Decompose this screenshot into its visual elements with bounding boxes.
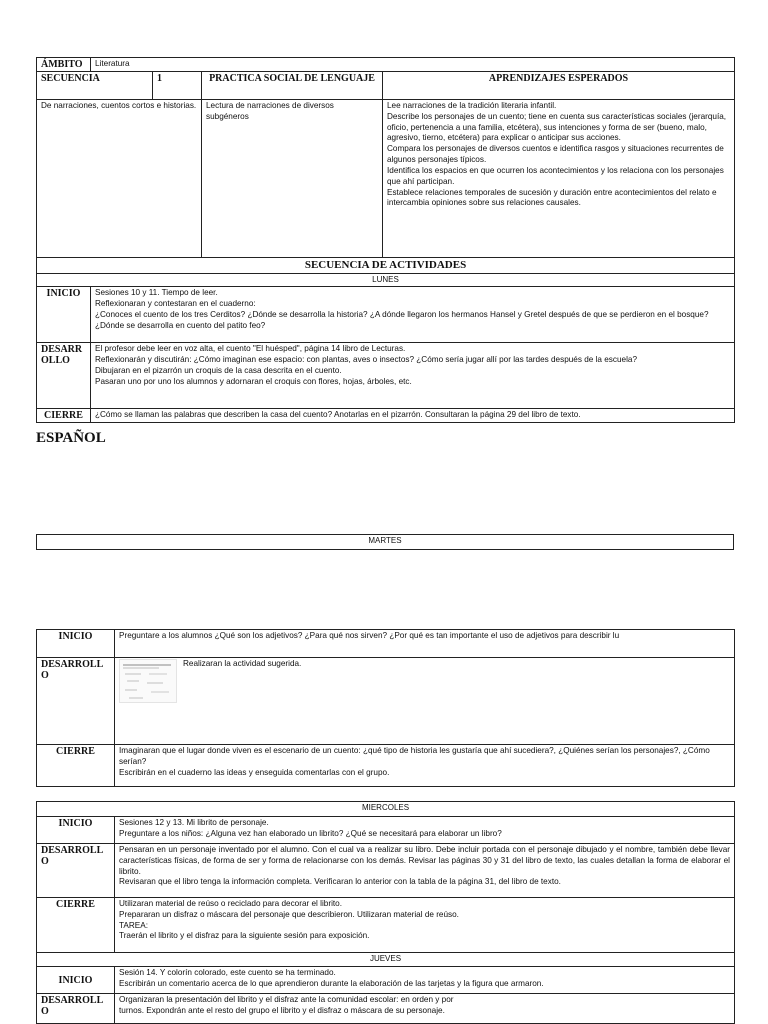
practica-desc: Lectura de narraciones de diversos subgéneros <box>202 100 383 258</box>
desarrollo-label: DESARROLLO <box>37 994 115 1024</box>
day-heading-miercoles: MIERCOLES <box>37 802 735 817</box>
martes-desarrollo-text: Realizaran la actividad sugerida. <box>183 659 302 668</box>
secuencia-actividades-heading: SECUENCIA DE ACTIVIDADES <box>37 258 735 274</box>
text-line: Sesión 14. Y colorín colorado, este cuento se ha terminado. <box>119 968 336 977</box>
martes-desarrollo <box>115 658 735 745</box>
text-line: Pensaran en un personaje inventado por el alumno. Con el cual va a realizar su libro. Debe incluir portada con el personaje dibujado y el nombre, también debe llevar características físicas, de forma de ser y forma de relacionarse con los demás. Revisar las páginas 30 y 31 del libro de texto, las cuales detallan la forma de elaborar el librito. <box>119 845 730 876</box>
planning-table-miercoles-jueves <box>36 801 735 1024</box>
subject-title: ESPAÑOL <box>36 430 106 446</box>
lunes-inicio <box>91 287 735 343</box>
inicio-label: INICIO <box>37 630 115 658</box>
text-line: Reflexionarán y discutirán: ¿Cómo imaginan ese espacio: con plantas, aves o insectos? ¿Cómo sería jugar allí por las tardes después de la escuela? <box>95 354 638 364</box>
text-line: Traerán el librito y el disfraz para la siguiente sesión para exposición. <box>119 931 370 941</box>
day-heading-jueves: JUEVES <box>37 953 735 967</box>
aprendizaje-item: Describe los personajes de un cuento; tiene en cuenta sus características sociales (jerarquía, oficio, pertenencia a una familia, etcétera), sus intenciones y forma de ser (bueno, malo, agresivo, tierno, etcétera) para explicar o anticipar sus acciones. <box>387 111 727 143</box>
text-line: Escribirán en el cuaderno las ideas y enseguida comentarlas con el grupo. <box>119 767 390 777</box>
aprendizaje-item: Compara los personajes de diversos cuentos e identifica rasgos y situaciones recurrentes de algunos personajes típicos. <box>387 144 724 165</box>
worksheet-thumbnail-image <box>119 659 177 703</box>
text-line: Escribirán un comentario acerca de lo que aprendieron durante la elaboración de las tarjetas y la figura que armaron. <box>119 978 544 988</box>
day-heading-martes: MARTES <box>37 535 734 550</box>
text-line: Sesiones 10 y 11. Tiempo de leer. <box>95 288 218 298</box>
secuencia-desc: De narraciones, cuentos cortos e historias. <box>37 100 202 258</box>
aprendizajes-list <box>383 100 735 258</box>
aprendizaje-item: Establece relaciones temporales de sucesión y duración entre acontecimientos del relato e intercambia opiniones sobre sus relaciones causales. <box>387 187 717 208</box>
text-line: ¿Conoces el cuento de los tres Cerditos? ¿Dónde se desarrolla la historia? ¿A dónde llegaron los hermanos Hansel y Gretel después de que se perdieron en el bosque? ¿Dónde se desarrolla en cuento del patito feo? <box>95 309 709 330</box>
secuencia-label: SECUENCIA <box>37 72 153 100</box>
jueves-inicio <box>115 967 735 994</box>
text-line: Imaginaran que el lugar donde viven es el escenario de un cuento: ¿qué tipo de historia les gustaría que ahí sucediera?, ¿Quiénes serían los personajes?, ¿Cómo serían? <box>119 746 710 766</box>
miercoles-cierre <box>115 898 735 953</box>
martes-cierre <box>115 745 735 787</box>
lunes-desarrollo <box>91 343 735 409</box>
text-line: Pasaran uno por uno los alumnos y adornaran el croquis con flores, hojas, árboles, etc. <box>95 376 412 386</box>
text-line: Sesiones 12 y 13. Mi librito de personaje. <box>119 818 269 827</box>
miercoles-inicio <box>115 817 735 844</box>
desarrollo-label: DESARROLLO <box>37 658 115 745</box>
cierre-label: CIERRE <box>37 898 115 953</box>
aprendizajes-label: APRENDIZAJES ESPERADOS <box>383 72 735 100</box>
day-bar-martes <box>36 534 734 550</box>
desarrollo-label: DESARROLLO <box>37 844 115 898</box>
text-line: Prepararan un disfraz o máscara del personaje que describieron. Utilizaran material de reúso. <box>119 909 459 919</box>
day-heading-lunes: LUNES <box>37 273 735 287</box>
ambito-value: Literatura <box>91 58 735 72</box>
text-line: Reflexionaran y contestaran en el cuaderno: <box>95 298 256 308</box>
cierre-label: CIERRE <box>37 409 91 423</box>
martes-inicio: Preguntare a los alumnos ¿Qué son los adjetivos? ¿Para qué nos sirven? ¿Por qué es tan importante el uso de adjetivos para describir lu <box>115 630 735 658</box>
aprendizaje-item: Identifica los espacios en que ocurren los acontecimientos y los relaciona con los personajes que ahí participan. <box>387 165 724 186</box>
text-line: Preguntare a los niños: ¿Alguna vez han elaborado un librito? ¿Qué se necesitará para elaborar un libro? <box>119 828 502 838</box>
inicio-label: INICIO <box>37 967 115 994</box>
text-line: Organizaran la presentación del librito y el disfraz ante la comunidad escolar: en orden y por <box>119 995 454 1004</box>
practica-label: PRACTICA SOCIAL DE LENGUAJE <box>202 72 383 100</box>
text-line: Dibujaran en el pizarrón un croquis de la casa descrita en el cuento. <box>95 365 342 375</box>
desarrollo-label: DESARROLLO <box>37 343 91 409</box>
ambito-label: ÁMBITO <box>37 58 91 72</box>
text-line: Revisaran que el libro tenga la información completa. Verificaran lo anterior con la tabla de la página 31, del libro de texto. <box>119 877 561 887</box>
inicio-label: INICIO <box>37 817 115 844</box>
text-line: Utilizaran material de reúso o reciclado para decorar el librito. <box>119 899 342 908</box>
planning-table-martes <box>36 629 735 787</box>
jueves-desarrollo <box>115 994 735 1024</box>
lunes-cierre: ¿Cómo se llaman las palabras que describen la casa del cuento? Anotarlas en el pizarrón. Consultaran la página 29 del libro de texto. <box>91 409 735 423</box>
cierre-label: CIERRE <box>37 745 115 787</box>
aprendizaje-item: Lee narraciones de la tradición literaria infantil. <box>387 101 557 110</box>
inicio-label: INICIO <box>37 287 91 343</box>
secuencia-value: 1 <box>153 72 202 100</box>
planning-table-lunes <box>36 57 735 423</box>
miercoles-desarrollo <box>115 844 735 898</box>
text-line: TAREA: <box>119 920 148 930</box>
text-line: turnos. Expondrán ante el resto del grupo el librito y el disfraz o máscara de su personaje. <box>119 1005 445 1015</box>
text-line: El profesor debe leer en voz alta, el cuento "El huésped", página 14 libro de Lecturas. <box>95 344 406 354</box>
